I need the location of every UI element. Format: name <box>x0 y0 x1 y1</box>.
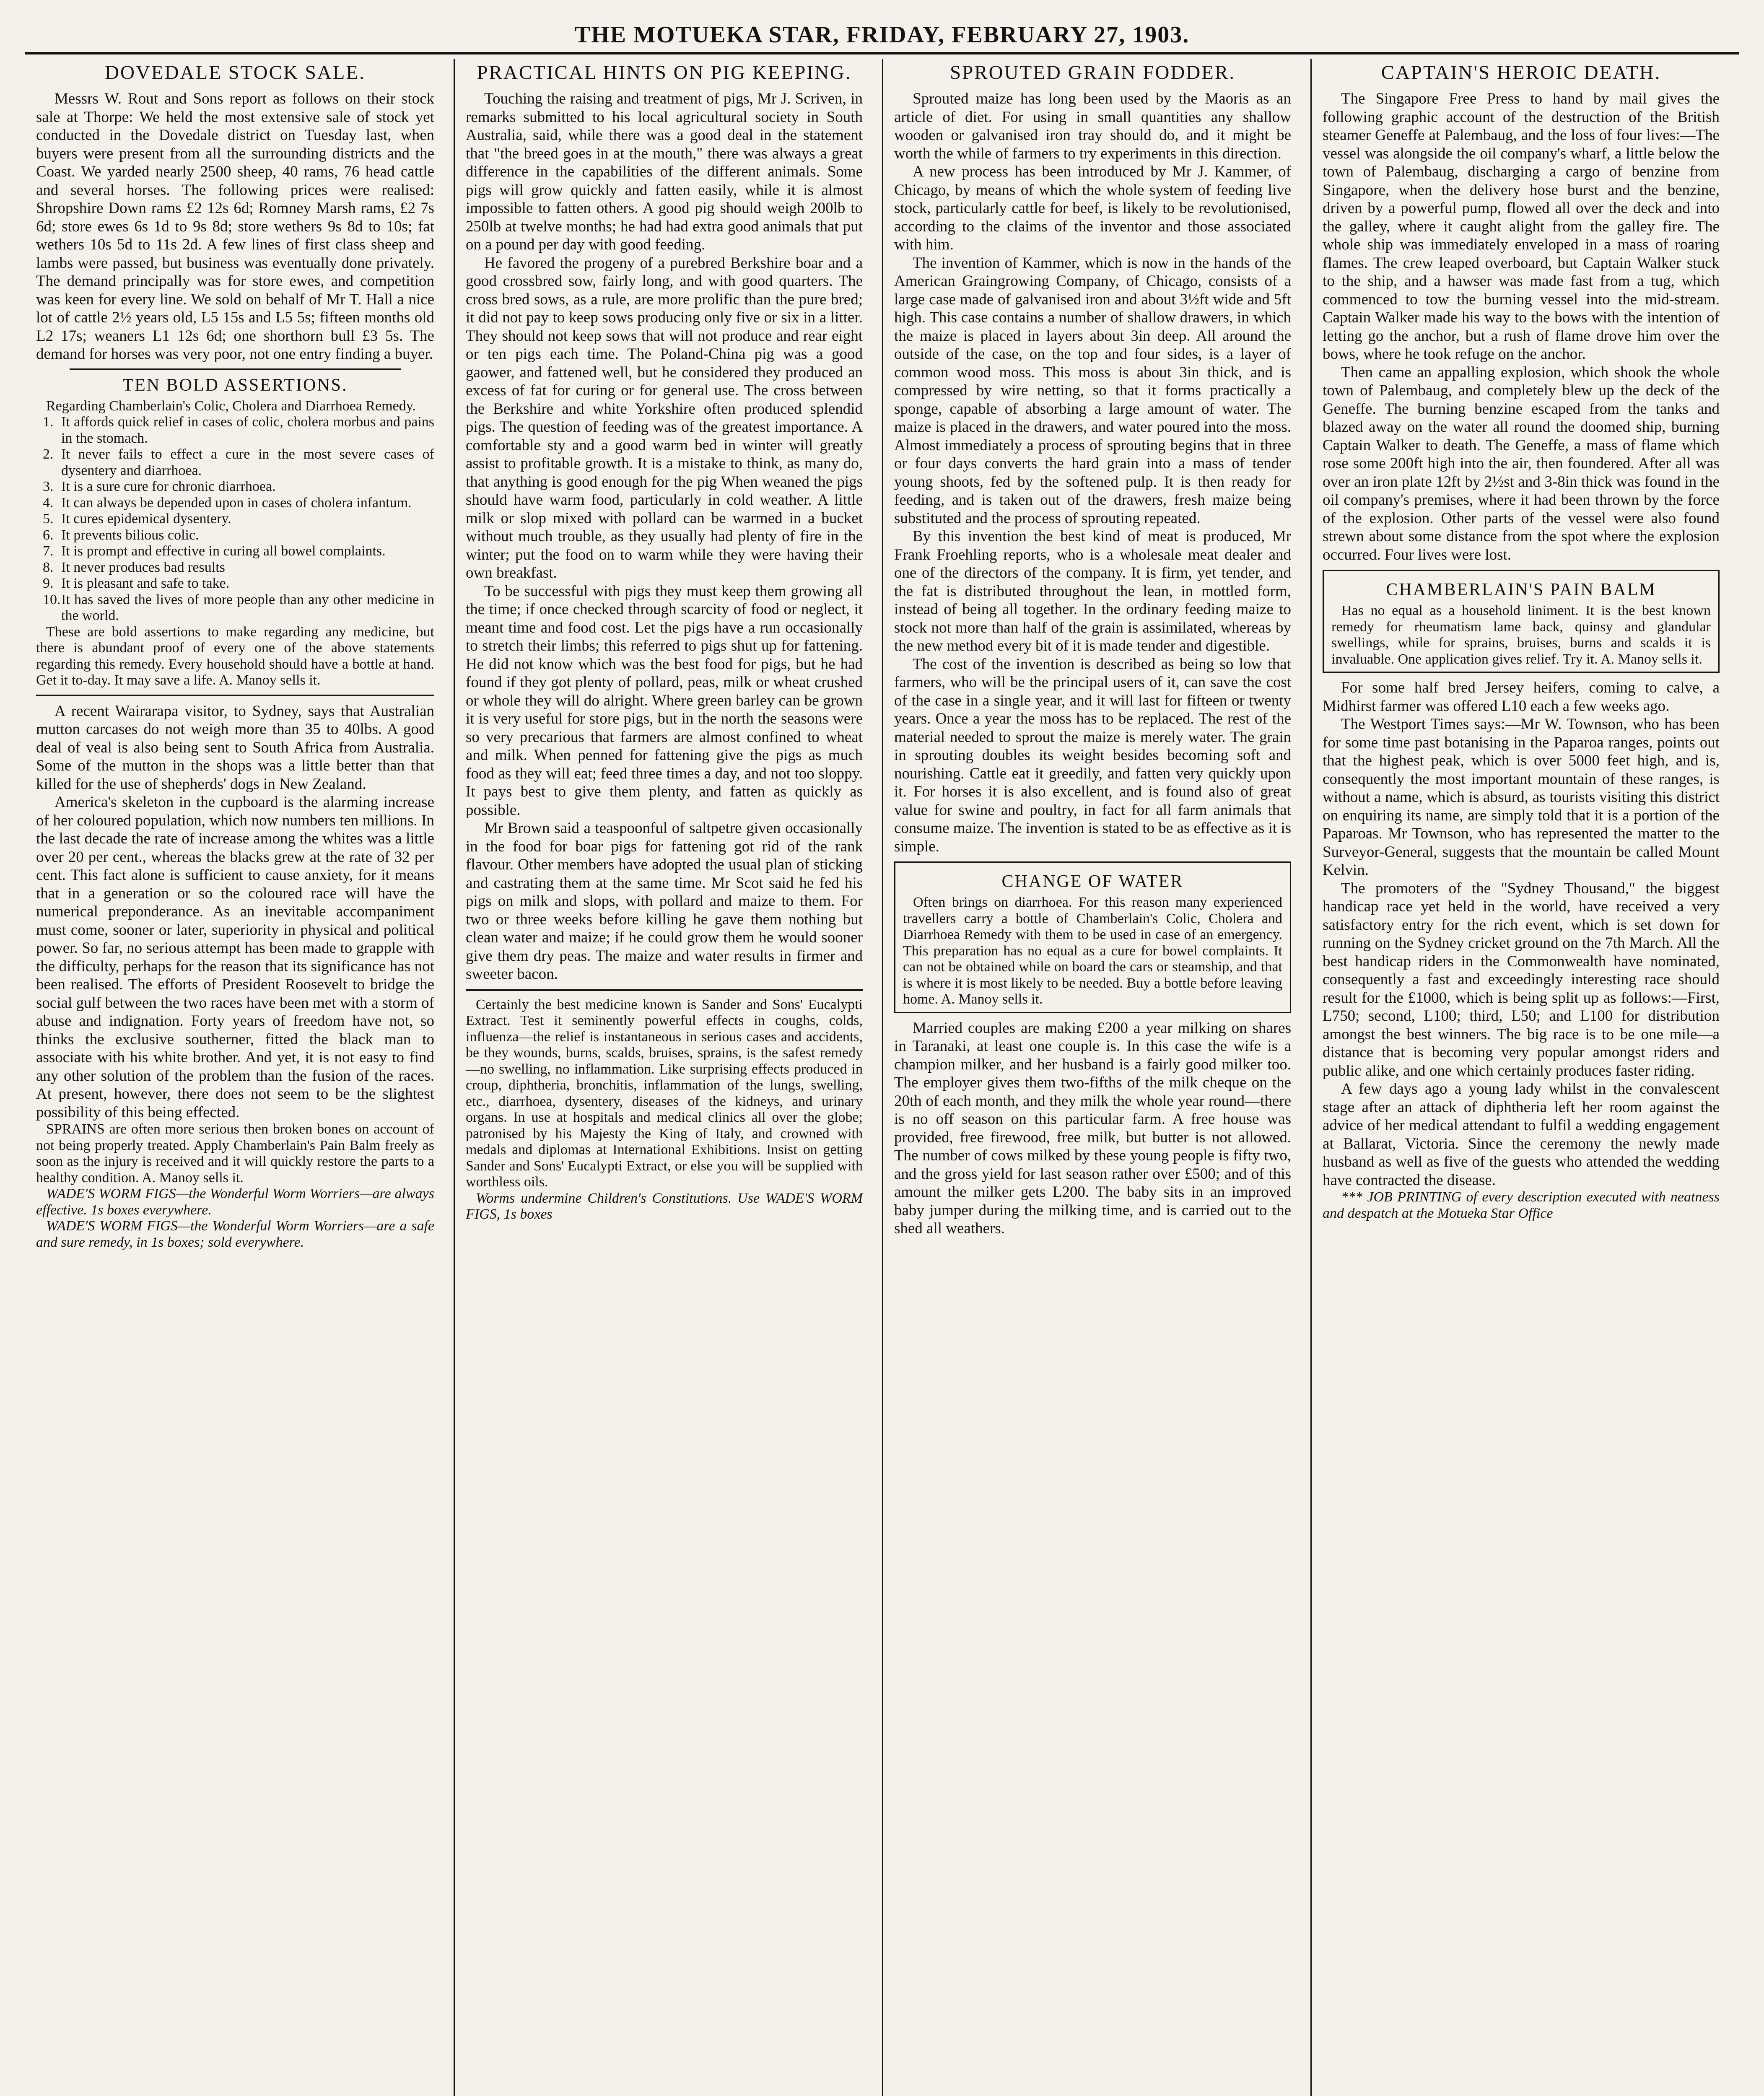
article-young-lady: A few days ago a young lady whilst in the convalescent stage after an attack of diphtheria left her room against the advice of her medical attendant to fulfil a wedding engagement at Ballarat, Victoria. Since the ceremony the newly made husband as well as five of the guests who attended the wedding have contracted the disease. <box>1323 1080 1720 1189</box>
masthead: THE MOTUEKA STAR, FRIDAY, FEBRUARY 27, 1903. <box>25 17 1739 54</box>
assertion-number: 5. <box>43 511 54 527</box>
ad-sander <box>466 997 863 1223</box>
headline-dovedale: DOVEDALE STOCK SALE. <box>105 62 366 83</box>
column-1 <box>25 59 445 2096</box>
ad-sprains <box>36 1121 434 1250</box>
captain-para-1: The Singapore Free Press to hand by mail gives the following graphic account of the destruction of the British steamer Geneffe at Palembaug, and the loss of four lives:—The vessel was alongside the oil company's wharf, a little below the town of Palembaug, discharging a cargo of benzine from Singapore, when the delivery hose burst and the benzine, driven by a powerful pump, flowed all over the deck and into the galley, where it caught alight from the galley fire. The whole ship was immediately enveloped in a mass of roaring flames. The crew leaped overboard, but Captain Walker stuck to the ship, and a hawser was made fast from a tug, which commenced to tow the burning vessel into the mid-stream. Captain Walker made his way to the bows with the intention of letting go the anchor, but a rush of flame drove him over the bows, where he took refuge on the anchor. <box>1323 90 1720 363</box>
assertions-outro: These are bold assertions to make regarding any medicine, but there is abundant proof of every one of the above statements regarding this remedy. Every household should have a bottle at hand. Get it to-day. It may save a life. A. Manoy sells it. <box>36 624 434 688</box>
assertion-number: 4. <box>43 495 54 511</box>
assertion-item <box>36 446 434 479</box>
assertion-number: 2. <box>43 446 54 462</box>
assertion-number: 3. <box>43 479 54 494</box>
grain-para-3: The invention of Kammer, which is now in the hands of the American Graingrowing Company, of Chicago, consists of a large case made of galvanised iron and about 3½ft wide and 5ft high. This case contains a number of shallow drawers, in which the maize is placed in layers about 3in deep. All around the outside of the case, on the top and four sides, is a layer of common wood moss. This moss is about 3in thick, and is compressed by wire netting, so that it forms practically a sponge, capable of absorbing a large amount of water. The maize is placed in the drawers, and water poured into the moss. Almost immediately a process of sprouting begins that in three or four days converts the hard grain into a mass of tender young shoots, fed by the softened pulp. It is then ready for feeding, and is taken out of the drawers, fresh maize being substituted and the process of sprouting repeated. <box>894 254 1291 527</box>
job-printing-notice: *** JOB PRINTING of every description executed with neatness and despatch at the Motueka Star Office <box>1323 1189 1720 1221</box>
article-married-couples: Married couples are making £200 a year milking on shares in Taranaki, at least one couple is. In this case the wife is a champion milker, and her husband is a fairly good milker too. The employer gives them two-fifths of the milk cheque on the 20th of each month, and they milk the whole year round—there is no off season on this particular farm. A free house was provided, free firewood, free milk, but butter is not allowed. The number of cows milked by these young people is fifty two, and the gross yield for last season rather over £500; and of this amount the milker gets L200. The baby sits in an improved baby jumper during the milking time, and is carried out to the shed all weathers. <box>894 1019 1291 1237</box>
water-text: Often brings on diarrhoea. For this reason many experienced travellers carry a bottle of Chamberlain's Colic, Cholera and Diarrhoea Remedy with them to be used in case of an emergency. This preparation has no equal as a cure for bowel complaints. It can not be obtained while on board the cars or steamship, and that is where it is most likely to be needed. Buy a bottle before leaving home. A. Manoy sells it. <box>903 895 1282 1007</box>
article-dovedale: Messrs W. Rout and Sons report as follows on their stock sale at Thorpe: We held the most extensive sale of stock yet conducted in the Dovedale district on Tuesday last, when buyers were present from all the surrounding districts and the Coast. We yarded nearly 2500 sheep, 40 rams, 76 head cattle and several horses. The following prices were realised: Shropshire Down rams £2 12s 6d; Romney Marsh rams, £2 7s 6d; store ewes 6s 1d to 9s 8d; store wethers 9s 8d to 10s; fat wethers 10s 5d to 11s 2d. A few lines of first class sheep and lambs were passed, but business was eventually done privately. The demand principally was for store ewes, and competition was keen for every line. We sold on behalf of Mr T. Hall a nice lot of cattle 2½ years old, L5 15s and L5 5s; fifteen months old L2 17s; weaners L1 12s 6d; one shorthorn bull £3 5s. The demand for horses was very poor, not one entry finding a buyer. <box>36 90 434 363</box>
assertion-text: It is pleasant and safe to take. <box>61 576 230 591</box>
assertion-item <box>36 479 434 495</box>
assertion-text: It is a sure cure for chronic diarrhoea. <box>61 479 276 494</box>
assertion-item <box>36 495 434 511</box>
assertion-item <box>36 560 434 576</box>
assertion-text: It cures epidemical dysentery. <box>61 511 231 527</box>
article-wairarapa: A recent Wairarapa visitor, to Sydney, says that Australian mutton carcases do not weigh more than 35 to 40lbs. A good deal of veal is also being sent to South Africa from Australia. Some of the mutton in the shops was a little better than that killed for the use of shepherds' dogs in New Zealand. <box>36 702 434 793</box>
assertion-number: 6. <box>43 527 54 543</box>
grain-para-5: The cost of the invention is described as being so low that farmers, who will be the principal users of it, can save the cost of the case in a single year, and it will last for fifteen or twenty years. Once a year the moss has to be replaced. The rest of the material needed to sprout the maize is merely water. The grain in sprouting doubles its weight besides becoming soft and nourishing. Cattle eat it greedily, and fatten very quickly upon it. For horses it is also excellent, and is found also of great value for swine and poultry, in fact for all farm animals that consume maize. The invention is stated to be as effective as it is simple. <box>894 655 1292 855</box>
captain-para-2: Then came an appalling explosion, which shook the whole town of Palembaug, and completely blew up the deck of the Geneffe. The burning benzine escaped from the tanks and blazed away on the water all round the doomed ship, burning Captain Walker to death. The Geneffe, a mass of flame which rose some 200ft high into the air, then foundered. After all was over an iron plate 12ft by 2½st and 3-8in thick was found in the oil company's premises, where it had been thrown by the force of the explosion. Other parts of the vessel were also found strewn about some distance from the spot where the explosion occurred. Four lives were lost. <box>1323 363 1720 563</box>
pig-para-1: Touching the raising and treatment of pigs, Mr J. Scriven, in remarks submitted to his local agricultural society in South Australia, said, while there was a good deal in the statement that "the breed goes in at the mouth," there was always a great difference in the capabilities of the different animals. Some pigs will grow quickly and fatten easily, while it is almost impossible to fatten others. A good pig should weigh 200lb to 250lb at twelve months; he had had extra good animals that put on a pound per day with good feeding. <box>466 90 863 253</box>
headline-pain-balm: CHAMBERLAIN'S PAIN BALM <box>1386 580 1656 599</box>
pig-para-3: To be successful with pigs they must keep them growing all the time; if once checked through scarcity of food or neglect, it meant time and food cost. Let the pigs have a run occasionally to stretch their limbs; this referred to pigs shut up for fattening. He did not know which was the best food for pigs, but he had found if they got plenty of pollard, peas, milk or wheat crushed or whole they will do alright. Where green barley can be grown it is very useful for store pigs, but in the north the seasons were so very precarious that farmers are almost confined to wheat and milk. When penned for fattening give the pigs as much food as they will eat; feed three times a day, and not too sloppy. It pays best to give them plenty, and fatten as quickly as possible. <box>466 582 863 819</box>
pig-para-2: He favored the progeny of a purebred Berkshire boar and a good crossbred sow, fairly long, and with good quarters. The cross bred sows, as a rule, are more prolific than the pure bred; it did not pay to keep sows producing only five or six in a litter. They should not keep sows that will not produce and rear eight or ten pigs each time. The Poland-China pig was a good gaower, and fattened well, but he considered they produced an excess of fat for curing or for general use. The cross between the Berkshire and white Yorkshire often produced splendid pigs. The question of feeding was of the greatest importance. A comfortable sty and a good warm bed in winter will greatly assist to profitable growth. It is a mistake to think, as many do, that anything is good enough for the pig When weaned the pigs should have warm food, particularly in cold weather. A little milk or slop mixed with pollard can be warmed in a bucket without much trouble, as they usually had plenty of fire in the winter; put the food on to warm while they were having their own breakfast. <box>466 254 863 581</box>
wades-ad-1: WADE'S WORM FIGS—the Wonderful Worm Worriers—are always effective. 1s boxes everywhere. <box>36 1186 434 1218</box>
divider <box>36 695 434 696</box>
headline-captain: CAPTAIN'S HEROIC DEATH. <box>1381 62 1661 83</box>
assertion-item <box>36 592 434 624</box>
divider <box>466 989 863 991</box>
ad-assertions <box>36 398 434 689</box>
assertions-list <box>36 414 434 624</box>
headline-change-of-water: CHANGE OF WATER <box>1001 872 1184 891</box>
assertion-item <box>36 414 434 446</box>
headline-assertions: TEN BOLD ASSERTIONS. <box>122 375 348 395</box>
headline-sprouted-grain: SPROUTED GRAIN FODDER. <box>950 62 1235 83</box>
columns <box>25 59 1739 2096</box>
divider <box>70 368 401 370</box>
ad-pain-balm <box>1323 570 1720 673</box>
article-sydney-thousand: The promoters of the "Sydney Thousand," the biggest handicap race yet held in the world, have received a very satisfactory entry for the rich event, which is set down for running on the Sydney cricket ground on the 7th March. All the best handicap riders in the Commonwealth have nominated, consequently a fast and exceedingly interesting race should result for the £1000, which is being split up as follows:—First, L750; second, L100; third, L50; and L100 for distribution amongst the best winners. The big race is to be one mile—a distance that is becoming very popular amongst riders and public alike, and one which certainly produces faster riding. <box>1323 879 1720 1079</box>
column-2 <box>454 59 874 2096</box>
assertion-text: It never produces bad results <box>61 559 225 575</box>
wades-ad-2: WADE'S WORM FIGS—the Wonderful Worm Worriers—are a safe and sure remedy, in 1s boxes; sold everywhere. <box>36 1218 434 1250</box>
assertion-item <box>36 527 434 544</box>
column-3 <box>882 59 1302 2096</box>
assertion-text: It never fails to effect a cure in the most severe cases of dysentery and diarrhoea. <box>61 446 434 478</box>
assertion-text: It affords quick relief in cases of colic, cholera morbus and pains in the stomach. <box>61 414 434 446</box>
assertion-text: It has saved the lives of more people than any other medicine in the world. <box>61 591 434 623</box>
assertion-text: It prevents bilious colic. <box>61 527 199 543</box>
sprains-text: SPRAINS are often more serious then broken bones on account of not being properly treated. Apply Chamberlain's Pain Balm freely as soon as the injury is received and it will quickly restore the parts to a healthy condition. A. Manoy sells it. <box>36 1121 434 1185</box>
ad-change-of-water <box>894 861 1291 1013</box>
assertions-intro: Regarding Chamberlain's Colic, Cholera and Diarrhoea Remedy. <box>46 398 416 414</box>
assertion-text: It is prompt and effective in curing all bowel complaints. <box>61 543 386 559</box>
balm-text: Has no equal as a household liniment. It is the best known remedy for rheumatism lame back, quinsy and glandular swellings, while for sprains, bruises, burns and scalds it is invaluable. One application gives relief. Try it. A. Manoy sells it. <box>1331 603 1711 667</box>
article-skeleton: America's skeleton in the cupboard is the alarming increase of her coloured population, which now numbers ten millions. In the last decade the rate of increase among the whites was a little over 20 per cent., whereas the blacks grew at the rate of 32 per cent. This fact alone is sufficient to cause anxiety, for it means that in a generation or so the coloured race will have the numerical preponderance. As an inevitable accompaniment must come, sooner or later, superiority in physical and political power. So far, no serious attempt has been made to grapple with the difficulty, perhaps for the reason that its significance has not been realised. The efforts of President Roosevelt to bridge the social gulf between the two races have been met with a storm of abuse and indignation. Forty years of freedom have not, so thinks the exclusive southerner, fitted the black man to associate with his white brother. And yet, it is not easy to find any other solution of the problem than the fusion of the races. At present, however, there does not seem to be the slightest possibility of this being effected. <box>36 794 434 1121</box>
column-4 <box>1310 59 1730 2096</box>
assertion-number: 1. <box>43 414 54 430</box>
grain-para-2: A new process has been introduced by Mr J. Kammer, of Chicago, by means of which the whole system of feeding live stock, particularly cattle for beef, is likely to be revolutionised, according to the claims of the inventor and those associated with him. <box>894 163 1291 253</box>
grain-para-4: By this invention the best kind of meat is produced, Mr Frank Froehling reports, who is a wholesale meat dealer and one of the directors of the company. It is firm, yet tender, and the fat is distributed throughout the lean, in mottled form, instead of being all together. In the ordinary feeding maize to stock not more than half of the grain is assimilated, whereas by the new method every bit of it is made tender and digestible. <box>894 528 1291 654</box>
article-jersey: For some half bred Jersey heifers, coming to calve, a Midhirst farmer was offered L10 each a few weeks ago. <box>1323 679 1720 715</box>
assertion-item <box>36 576 434 592</box>
assertion-number: 7. <box>43 543 54 559</box>
sander-text: Certainly the best medicine known is Sander and Sons' Eucalypti Extract. Test it seminently powerful effects in coughs, colds, influenza—the relief is instantaneous in serious cases and accidents, be they wounds, burns, scalds, bruises, sprains, is the safest remedy—no swelling, no inflammation. Like surprising effects produced in croup, diphtheria, bronchitis, inflammation of the lungs, swelling, etc., diarrhoea, dysentery, diseases of the kidneys, and urinary organs. In use at hospitals and medical clinics all over the globe; patronised by his Majesty the King of Italy, and crowned with medals and diplomas at International Exhibitions. Insist on getting Sander and Sons' Eucalypti Extract, or else you will be supplied with worthless oils. <box>466 996 863 1190</box>
grain-para-1: Sprouted maize has long been used by the Maoris as an article of diet. For using in small quantities any shallow wooden or galvanised iron tray should do, and it might be worth the while of farmers to try experiments in this direction. <box>894 90 1291 162</box>
article-westport: The Westport Times says:—Mr W. Townson, who has been for some time past botanising in the Paparoa ranges, points out that the highest peak, which is over 5000 feet high, and is, consequently the most important mountain of these ranges, is without a name, which is absurd, as tourists visiting this district on enquiring its name, are simply told that it is a portion of the Paparoas. Mr Townson, who has represented the matter to the Surveyor-General, suggests that the mountain be called Mount Kelvin. <box>1323 716 1720 879</box>
assertion-number: 10. <box>43 591 61 607</box>
assertion-number: 9. <box>43 576 54 591</box>
worms-ad: Worms undermine Children's Constitutions. Use WADE'S WORM FIGS, 1s boxes <box>466 1190 863 1222</box>
assertion-number: 8. <box>43 559 54 575</box>
headline-pig-keeping: PRACTICAL HINTS ON PIG KEEPING. <box>477 62 852 83</box>
assertion-item <box>36 543 434 560</box>
pig-para-4: Mr Brown said a teaspoonful of saltpetre given occasionally in the food for boar pigs for fattening got rid of the rank flavour. Other members have adopted the usual plan of sticking and castrating them at the same time. Mr Scot said he fed his pigs on milk and slops, with pollard and maize to them. For two or three weeks before killing he gave them nothing but clean water and maize; if he could grow them he would sooner give them dry peas. The maize and water results in firmer and sweeter bacon. <box>466 820 863 983</box>
assertion-text: It can always be depended upon in cases of cholera infantum. <box>61 495 412 511</box>
assertion-item <box>36 511 434 527</box>
